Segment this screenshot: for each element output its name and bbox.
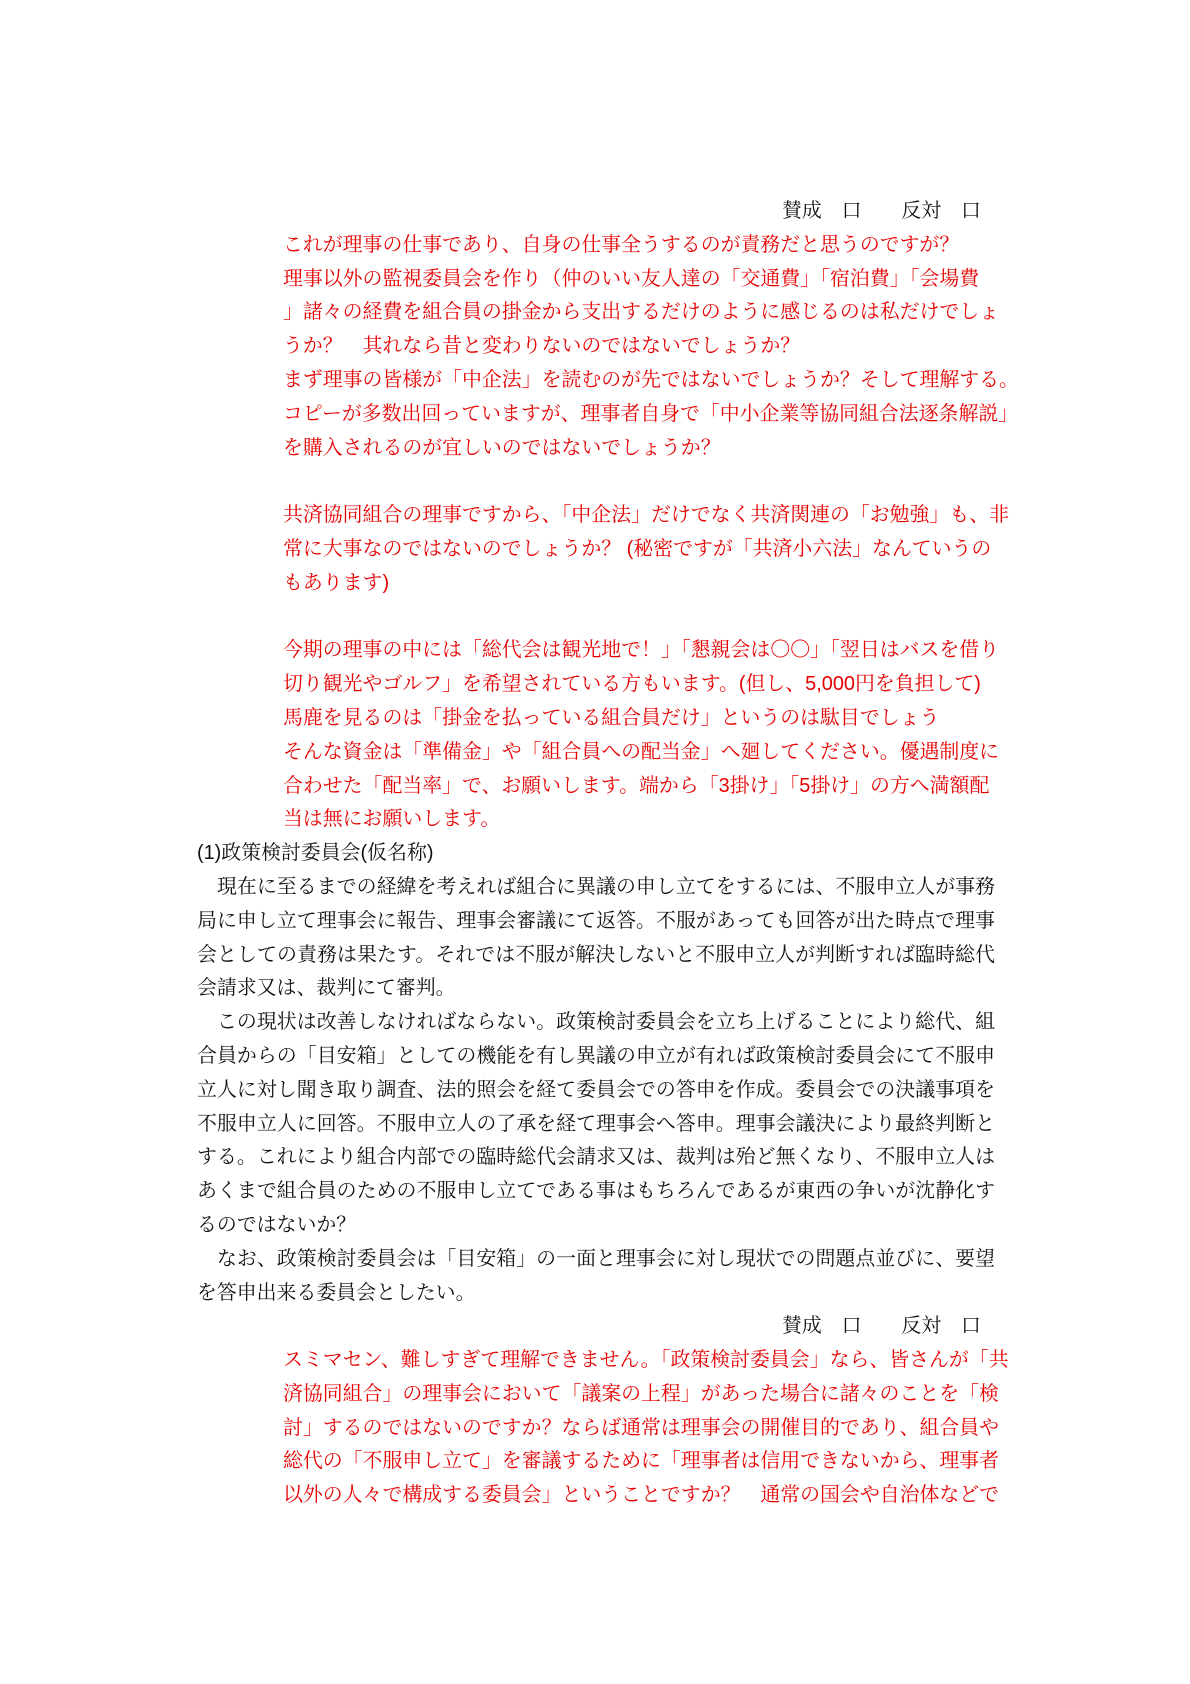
red-text-line: 討」するのではないのですか？ならば通常は理事会の開催目的であり、組合員や bbox=[283, 1416, 1000, 1439]
black-text-line: 会としての責務は果たす。それでは不服が解決しないと不服申立人が判断すれば臨時総代 bbox=[197, 943, 995, 966]
red-text-line: まず理事の皆様が「中企法」を読むのが先ではないでしょうか？そして理解する。 bbox=[283, 368, 1019, 391]
black-text-line: (1)政策検討委員会(仮名称) bbox=[197, 842, 434, 865]
black-text-line: 合員からの「目安箱」としての機能を有し異議の申立が有れば政策検討委員会にて不服申 bbox=[197, 1044, 995, 1067]
black-text-line: する。これにより組合内部での臨時総代会請求又は、裁判は殆ど無くなり、不服申立人は bbox=[197, 1146, 995, 1169]
red-text-line: コピーが多数出回っていますが、理事者自身で「中小企業等協同組合法逐条解説」 bbox=[283, 402, 1019, 425]
blank-line bbox=[197, 465, 995, 499]
black-text-line: 現在に至るまでの経緯を考えれば組合に異議の申し立てをするには、不服申立人が事務 bbox=[197, 875, 995, 898]
blank-line bbox=[197, 601, 995, 635]
black-text-line: 不服申立人に回答。不服申立人の了承を経て理事会へ答申。理事会議決により最終判断と bbox=[197, 1112, 995, 1135]
red-text-line: うか？ 其れなら昔と変わりないのではないでしょうか？ bbox=[283, 335, 801, 358]
red-text-line: 馬鹿を見るのは「掛金を払っている組合員だけ」というのは駄目でしょう bbox=[283, 706, 940, 729]
black-text-line: この現状は改善しなければならない。政策検討委員会を立ち上げることにより総代、組 bbox=[197, 1011, 995, 1034]
red-text-line: 常に大事なのではないのでしょうか？ (秘密ですが「共済小六法」なんていうの bbox=[283, 537, 992, 560]
black-text-line: あくまで組合員のための不服申し立てである事はもちろんであるが東西の争いが沈静化す bbox=[197, 1180, 995, 1203]
red-text-line: スミマセン、難しすぎて理解できません。「政策検討委員会」なら、皆さんが「共 bbox=[283, 1349, 1009, 1372]
red-text-line: 総代の「不服申し立て」を審議するために「理事者は信用できないから、理事者 bbox=[283, 1450, 1000, 1473]
red-text-line: 今期の理事の中には「総代会は観光地で！」「懇親会は〇〇」「翌日はバスを借り bbox=[283, 639, 1000, 662]
black-text-line: なお、政策検討委員会は「目安箱」の一面と理事会に対し現状での問題点並びに、要望 bbox=[197, 1247, 995, 1270]
red-text-line: 」諸々の経費を組合員の掛金から支出するだけのように感じるのは私だけでしょ bbox=[283, 301, 1000, 324]
red-text-line: もあります) bbox=[283, 571, 390, 594]
red-text-line: 合わせた「配当率」で、お願いします。端から「3掛け」「5掛け」の方へ満額配 bbox=[283, 774, 990, 797]
red-text-line: 切り観光やゴルフ」を希望されている方もいます。(但し、5,000円を負担して) bbox=[283, 673, 981, 696]
red-text-line: 理事以外の監視委員会を作り（仲のいい友人達の「交通費」「宿泊費」「会場費 bbox=[283, 267, 980, 290]
vote-line: 賛成 口 反対 口 bbox=[782, 1315, 981, 1338]
black-text-line: 立人に対し聞き取り調査、法的照会を経て委員会での答申を作成。委員会での決議事項を bbox=[197, 1078, 995, 1101]
black-text-line: 局に申し立て理事会に報告、理事会審議にて返答。不服があっても回答が出た時点で理事 bbox=[197, 909, 995, 932]
black-text-line: 会請求又は、裁判にて審判。 bbox=[197, 977, 456, 1000]
red-text-line: 当は無にお願いします。 bbox=[283, 808, 501, 831]
document-content bbox=[197, 195, 1019, 1513]
black-text-line: るのではないか？ bbox=[197, 1213, 357, 1236]
red-text-line: そんな資金は「準備金」や「組合員への配当金」へ廻してください。優遇制度に bbox=[283, 740, 1000, 763]
red-text-line: これが理事の仕事であり、自身の仕事全うするのが責務だと思うのですが？ bbox=[283, 233, 960, 256]
black-text-line: を答申出来る委員会としたい。 bbox=[197, 1281, 476, 1304]
red-text-line: 共済協同組合の理事ですから、「中企法」だけでなく共済関連の「お勉強」も、非 bbox=[283, 504, 1010, 527]
red-text-line: を購入されるのが宜しいのではないでしょうか？ bbox=[283, 436, 721, 459]
vote-line: 賛成 口 反対 口 bbox=[782, 200, 981, 222]
red-text-line: 以外の人々で構成する委員会」ということですか？ 通常の国会や自治体などで bbox=[283, 1484, 1000, 1507]
red-text-line: 済協同組合」の理事会において「議案の上程」があった場合に諸々のことを「検 bbox=[283, 1382, 999, 1405]
